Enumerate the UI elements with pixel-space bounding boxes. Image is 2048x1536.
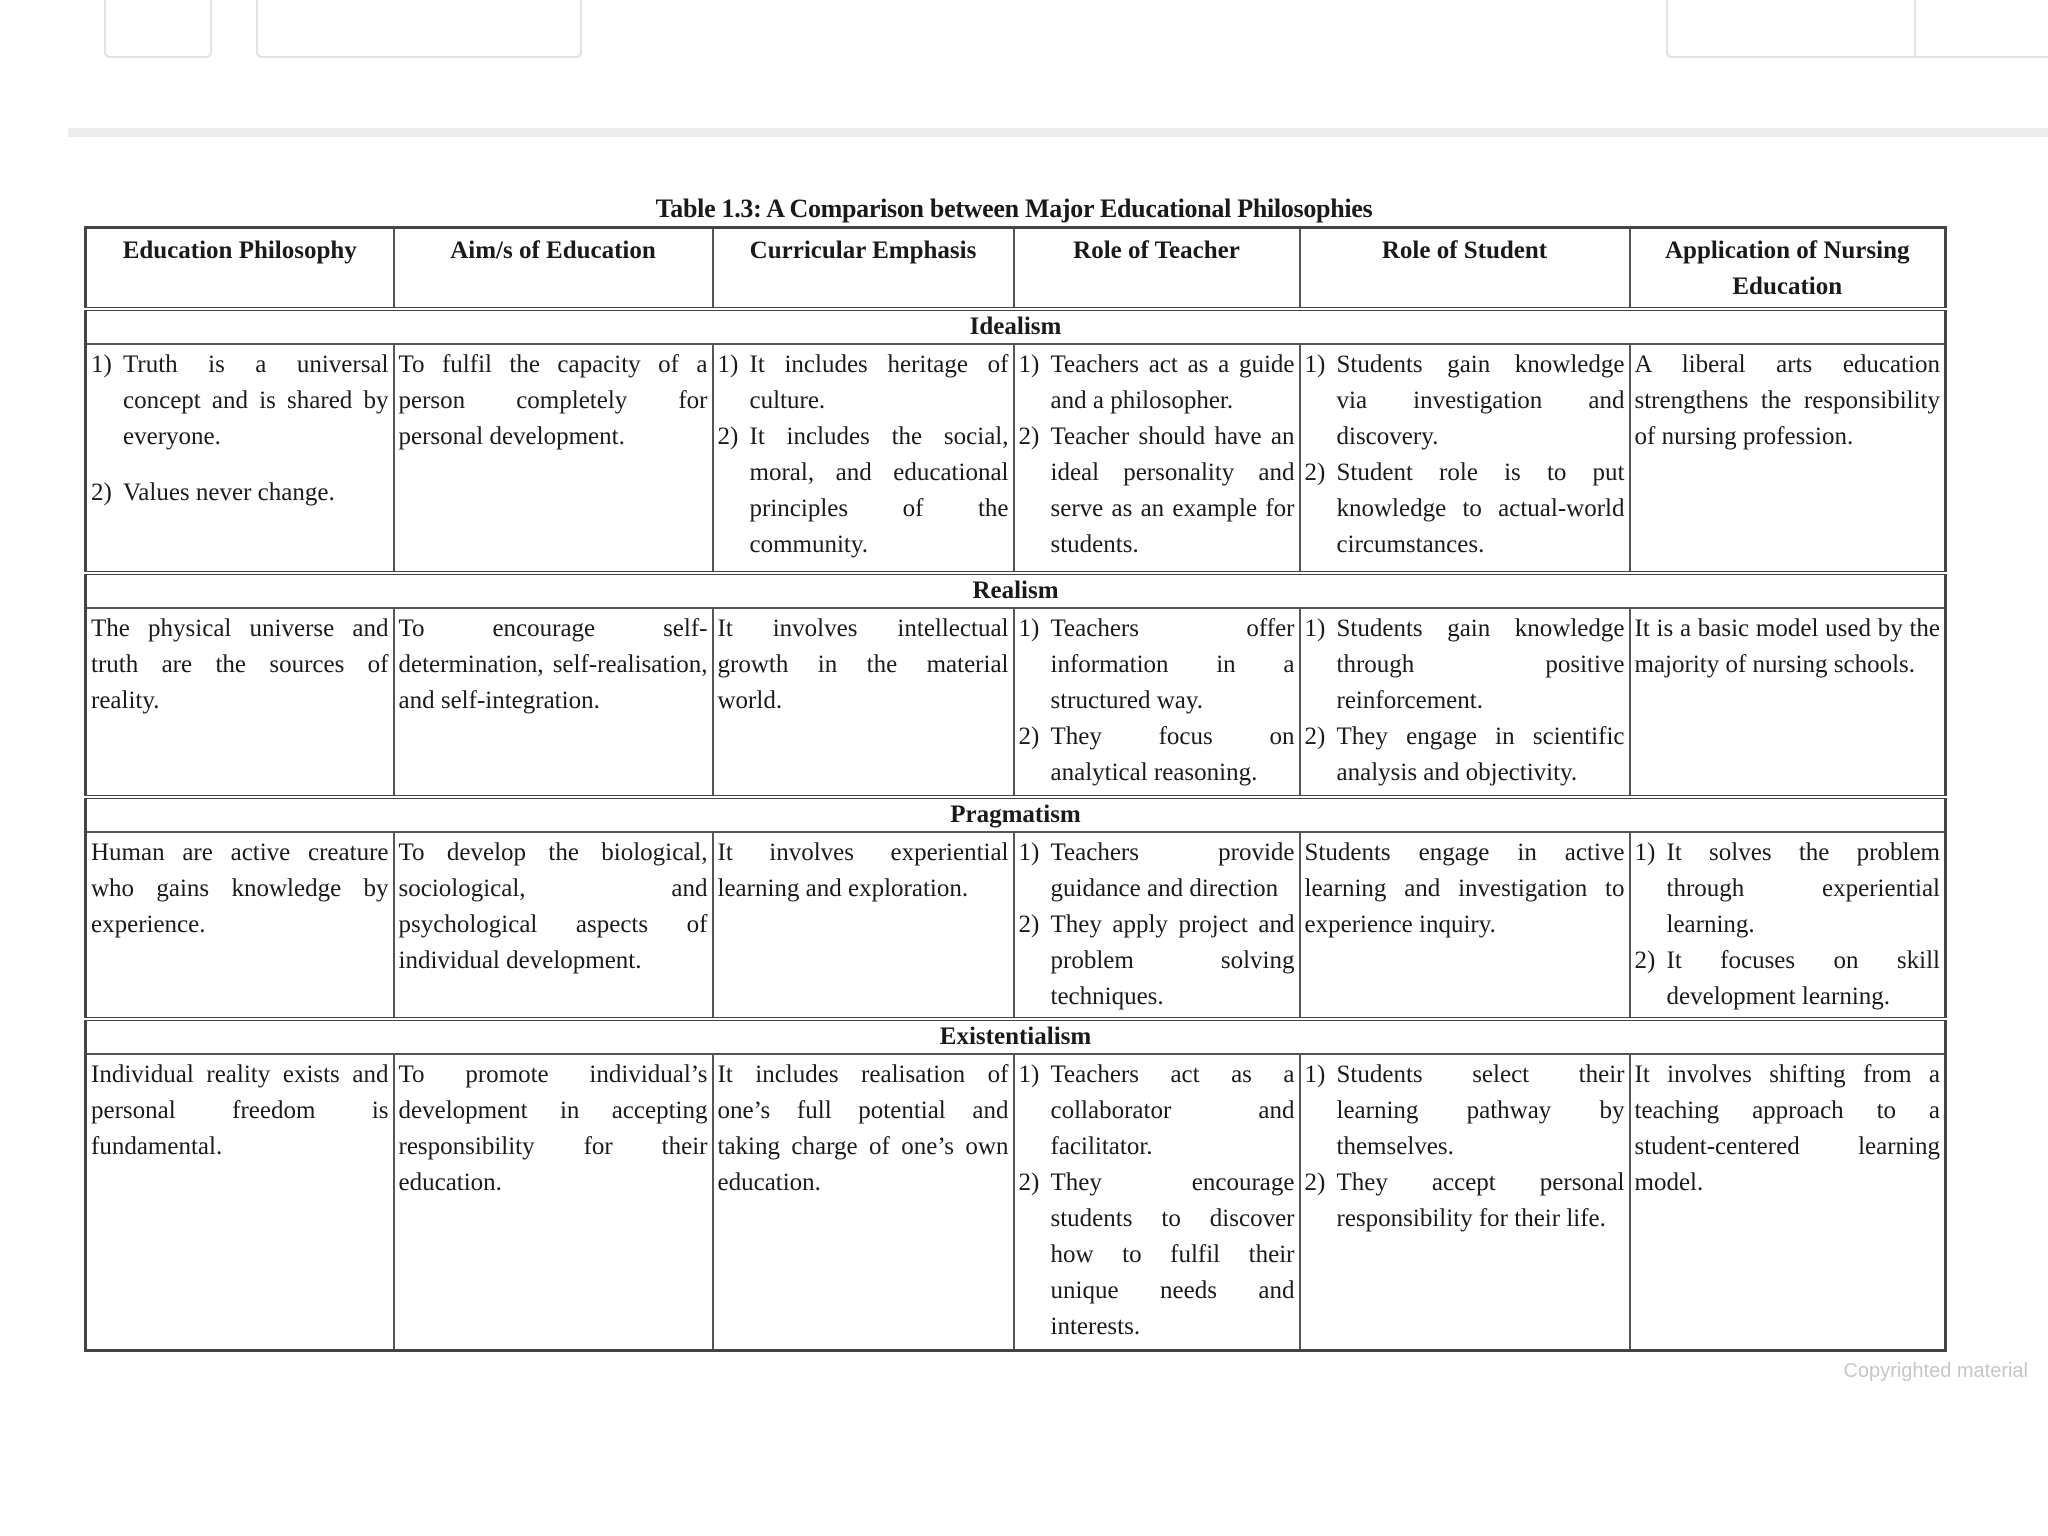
toolbar-button-right[interactable] <box>1914 0 2048 58</box>
list-item: 2) It includes the social, moral, and educational principles of the community. <box>717 423 1009 558</box>
section-row-pragmatism <box>86 797 1946 832</box>
cell-teacher <box>1014 344 1300 573</box>
list-item: 1) Students gain knowledge through positive reinforcement. <box>1304 615 1625 714</box>
cell-philosophy <box>86 344 394 573</box>
cell-curricular <box>713 344 1014 573</box>
section-title: Realism <box>86 573 1946 608</box>
section-title: Idealism <box>86 309 1946 344</box>
header-nursing-application: Application of Nursing Education <box>1630 228 1946 310</box>
cell-teacher <box>1014 1054 1300 1351</box>
table-row <box>86 608 1946 797</box>
header-education-philosophy: Education Philosophy <box>86 228 394 310</box>
list-item: 1) It includes heritage of culture. <box>717 351 1009 414</box>
toolbar-field-right[interactable] <box>1666 0 1919 58</box>
list-item: 2) Teacher should have an ideal personality and serve as an example for students. <box>1018 423 1295 558</box>
table-header-row <box>86 228 1946 310</box>
toolbar-button-left[interactable] <box>104 0 212 58</box>
section-title: Existentialism <box>86 1019 1946 1054</box>
cell-student: Students engage in active learning and investigation to experience inquiry. <box>1300 832 1630 1019</box>
cell-nursing: It is a basic model used by the majority of nursing schools. <box>1630 608 1946 797</box>
cell-aims: To promote individual’s development in accepting responsibility for their education. <box>394 1054 713 1351</box>
cell-teacher <box>1014 608 1300 797</box>
list-item: 1) Students select their learning pathway by themselves. <box>1304 1061 1625 1160</box>
table-caption: Table 1.3: A Comparison between Major Educational Philosophies <box>655 194 1373 223</box>
list-item: 1) Students gain knowledge via investigation and discovery. <box>1304 351 1625 450</box>
list-item: 2) They focus on analytical reasoning. <box>1018 723 1295 786</box>
cell-philosophy: Individual reality exists and personal freedom is fundamental. <box>86 1054 394 1351</box>
cell-student <box>1300 1054 1630 1351</box>
document-page <box>84 192 1944 1352</box>
section-row-realism <box>86 573 1946 608</box>
header-role-of-student: Role of Student <box>1300 228 1630 310</box>
toolbar-divider <box>68 128 2048 137</box>
cell-philosophy: The physical universe and truth are the sources of reality. <box>86 608 394 797</box>
section-row-idealism <box>86 309 1946 344</box>
cell-nursing: A liberal arts education strengthens the responsibility of nursing profession. <box>1630 344 1946 573</box>
cell-curricular: It includes realisation of one’s full potential and taking charge of one’s own education. <box>713 1054 1014 1351</box>
philosophy-comparison-table <box>84 226 1947 1352</box>
toolbar-field-left[interactable] <box>256 0 582 58</box>
table-row <box>86 832 1946 1019</box>
cell-curricular: It involves intellectual growth in the material world. <box>713 608 1014 797</box>
list-item: 1) It solves the problem through experiential learning. <box>1634 839 1940 938</box>
list-item: 1) Teachers provide guidance and direction <box>1018 839 1295 902</box>
header-aims: Aim/s of Education <box>394 228 713 310</box>
header-role-of-teacher: Role of Teacher <box>1014 228 1300 310</box>
cell-student <box>1300 344 1630 573</box>
section-title: Pragmatism <box>86 797 1946 832</box>
cell-aims: To fulfil the capacity of a person completely for personal development. <box>394 344 713 573</box>
list-item: 2) They engage in scientific analysis and objectivity. <box>1304 723 1625 786</box>
list-item: 1) Truth is a universal concept and is shared by everyone. <box>91 351 389 450</box>
list-item: 1) Teachers act as a guide and a philosopher. <box>1018 351 1295 414</box>
list-item: 1) Teachers offer information in a structured way. <box>1018 615 1295 714</box>
cell-aims: To encourage self-determination, self-realisation, and self-integration. <box>394 608 713 797</box>
cell-teacher <box>1014 832 1300 1019</box>
viewer-toolbar <box>0 0 2048 130</box>
list-item: 2) They apply project and problem solving techniques. <box>1018 911 1295 1010</box>
list-item: 2) Student role is to put knowledge to actual-world circumstances. <box>1304 459 1625 558</box>
cell-nursing <box>1630 832 1946 1019</box>
list-item: 2) Values never change. <box>91 479 335 506</box>
list-item: 2) They encourage students to discover how to fulfil their unique needs and interests. <box>1018 1169 1295 1340</box>
cell-nursing: It involves shifting from a teaching approach to a student-centered learning model. <box>1630 1054 1946 1351</box>
copyright-notice: Copyrighted material <box>1843 1360 2028 1382</box>
cell-curricular: It involves experiential learning and exploration. <box>713 832 1014 1019</box>
section-row-existentialism <box>86 1019 1946 1054</box>
cell-student <box>1300 608 1630 797</box>
cell-philosophy: Human are active creature who gains knowledge by experience. <box>86 832 394 1019</box>
list-item: 2) They accept personal responsibility for their life. <box>1304 1169 1625 1232</box>
table-row <box>86 1054 1946 1351</box>
list-item: 2) It focuses on skill development learning. <box>1634 947 1940 1010</box>
list-item: 1) Teachers act as a collaborator and facilitator. <box>1018 1061 1295 1160</box>
cell-aims: To develop the biological, sociological, and psychological aspects of individual development. <box>394 832 713 1019</box>
table-row <box>86 344 1946 573</box>
header-curricular-emphasis: Curricular Emphasis <box>713 228 1014 310</box>
